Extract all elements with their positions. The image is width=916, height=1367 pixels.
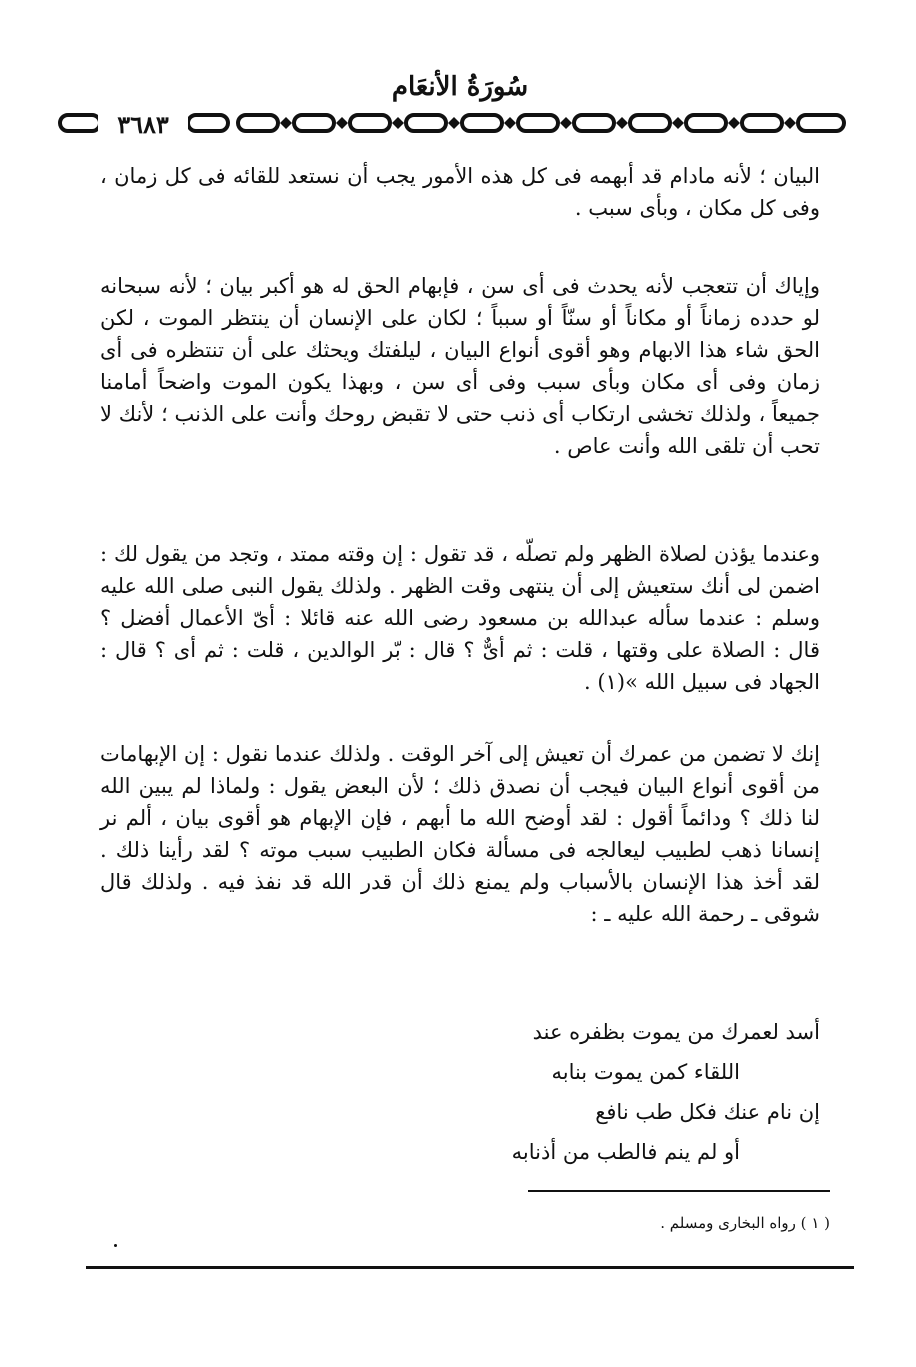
footnote-divider [528, 1190, 830, 1192]
poem-line-2: اللقاء كمن يموت بنابه [551, 1060, 740, 1084]
poem-line-1: أسد لعمرك من يموت بظفره عند [532, 1020, 820, 1044]
poem-line-3: إن نام عنك فكل طب نافع [595, 1100, 820, 1124]
footnote: ( ١ ) رواه البخارى ومسلم . [660, 1214, 830, 1232]
bottom-rule [86, 1266, 854, 1269]
poem-line-4: أو لم ينم فالطب من أذنابه [511, 1140, 740, 1164]
page-number: ٣٦٨٣ [98, 110, 188, 139]
poem [100, 1012, 820, 1172]
paragraph-3: وعندما يؤذن لصلاة الظهر ولم تصلّه ، قد تقول : إن وقته ممتد ، وتجد من يقول لك : اضمن لى أنك ستعيش إلى أن ينتهى وقت الظهر . ولذلك يقول النبى صلى الله عليه وسلم : عندما سأله عبدالله بن مسعود رضى الله عنه قائلا : أىّ الأعمال أفضل ؟ قال : الصلاة على وقتها ، قلت : ثم أىٌّ ؟ قال : بّر الوالدين ، قلت : ثم أى ؟ قال : الجهاد فى سبيل الله »(١) . [100, 542, 820, 694]
paragraph-2: وإياك أن تتعجب لأنه يحدث فى أى سن ، فإبهام الحق له هو أكبر بيان ؛ لأنه سبحانه لو حدده زماناً أو مكاناً أو سنّاً أو سبباً ؛ لكان على الإنسان أن ينتظر الموت ، لكن الحق شاء هذا الابهام وهو أقوى أنواع البيان ، ليلفتك ويحثك على أن تنتظره فى أى زمان وفى أى مكان وبأى سبب وفى أى سن ، وبهذا يكون الموت واضحاً أمامنا جميعاً ، ولذلك تخشى ارتكاب أى ذنب حتى لا تقبض روحك وأنت على الذنب ؛ لأنك لا تحب أن تلقى الله وأنت عاص . [100, 274, 820, 458]
paragraph-4: إنك لا تضمن من عمرك أن تعيش إلى آخر الوقت . ولذلك عندما نقول : إن الإبهامات من أقوى أنواع البيان فيجب أن نصدق ذلك ؛ لأن البعض يقول : ولماذا لم يبين الله لنا ذلك ؟ ودائماً أقول : لقد أوضح الله ما أبهم ، فإن الإبهام هو أقوى بيان ، ألم نر إنسانا ذهب لطبيب ليعالجه فى مسألة فكان الطبيب سبب موته ؟ لقد رأينا ذلك . لقد أخذ هذا الإنسان بالأسباب ولم يمنع ذلك أن قدر الله قد نفذ فيه . ولذلك قال شوقى ـ رحمة الله عليه ـ : [100, 742, 820, 926]
ink-dot [114, 1244, 117, 1247]
surah-title: سُورَةُ الأنعَام [391, 72, 529, 102]
paragraph-1: البيان ؛ لأنه مادام قد أبهمه فى كل هذه الأمور يجب أن نستعد للقائه فى كل زمان ، وفى كل مكان ، وبأى سبب . [100, 164, 820, 220]
